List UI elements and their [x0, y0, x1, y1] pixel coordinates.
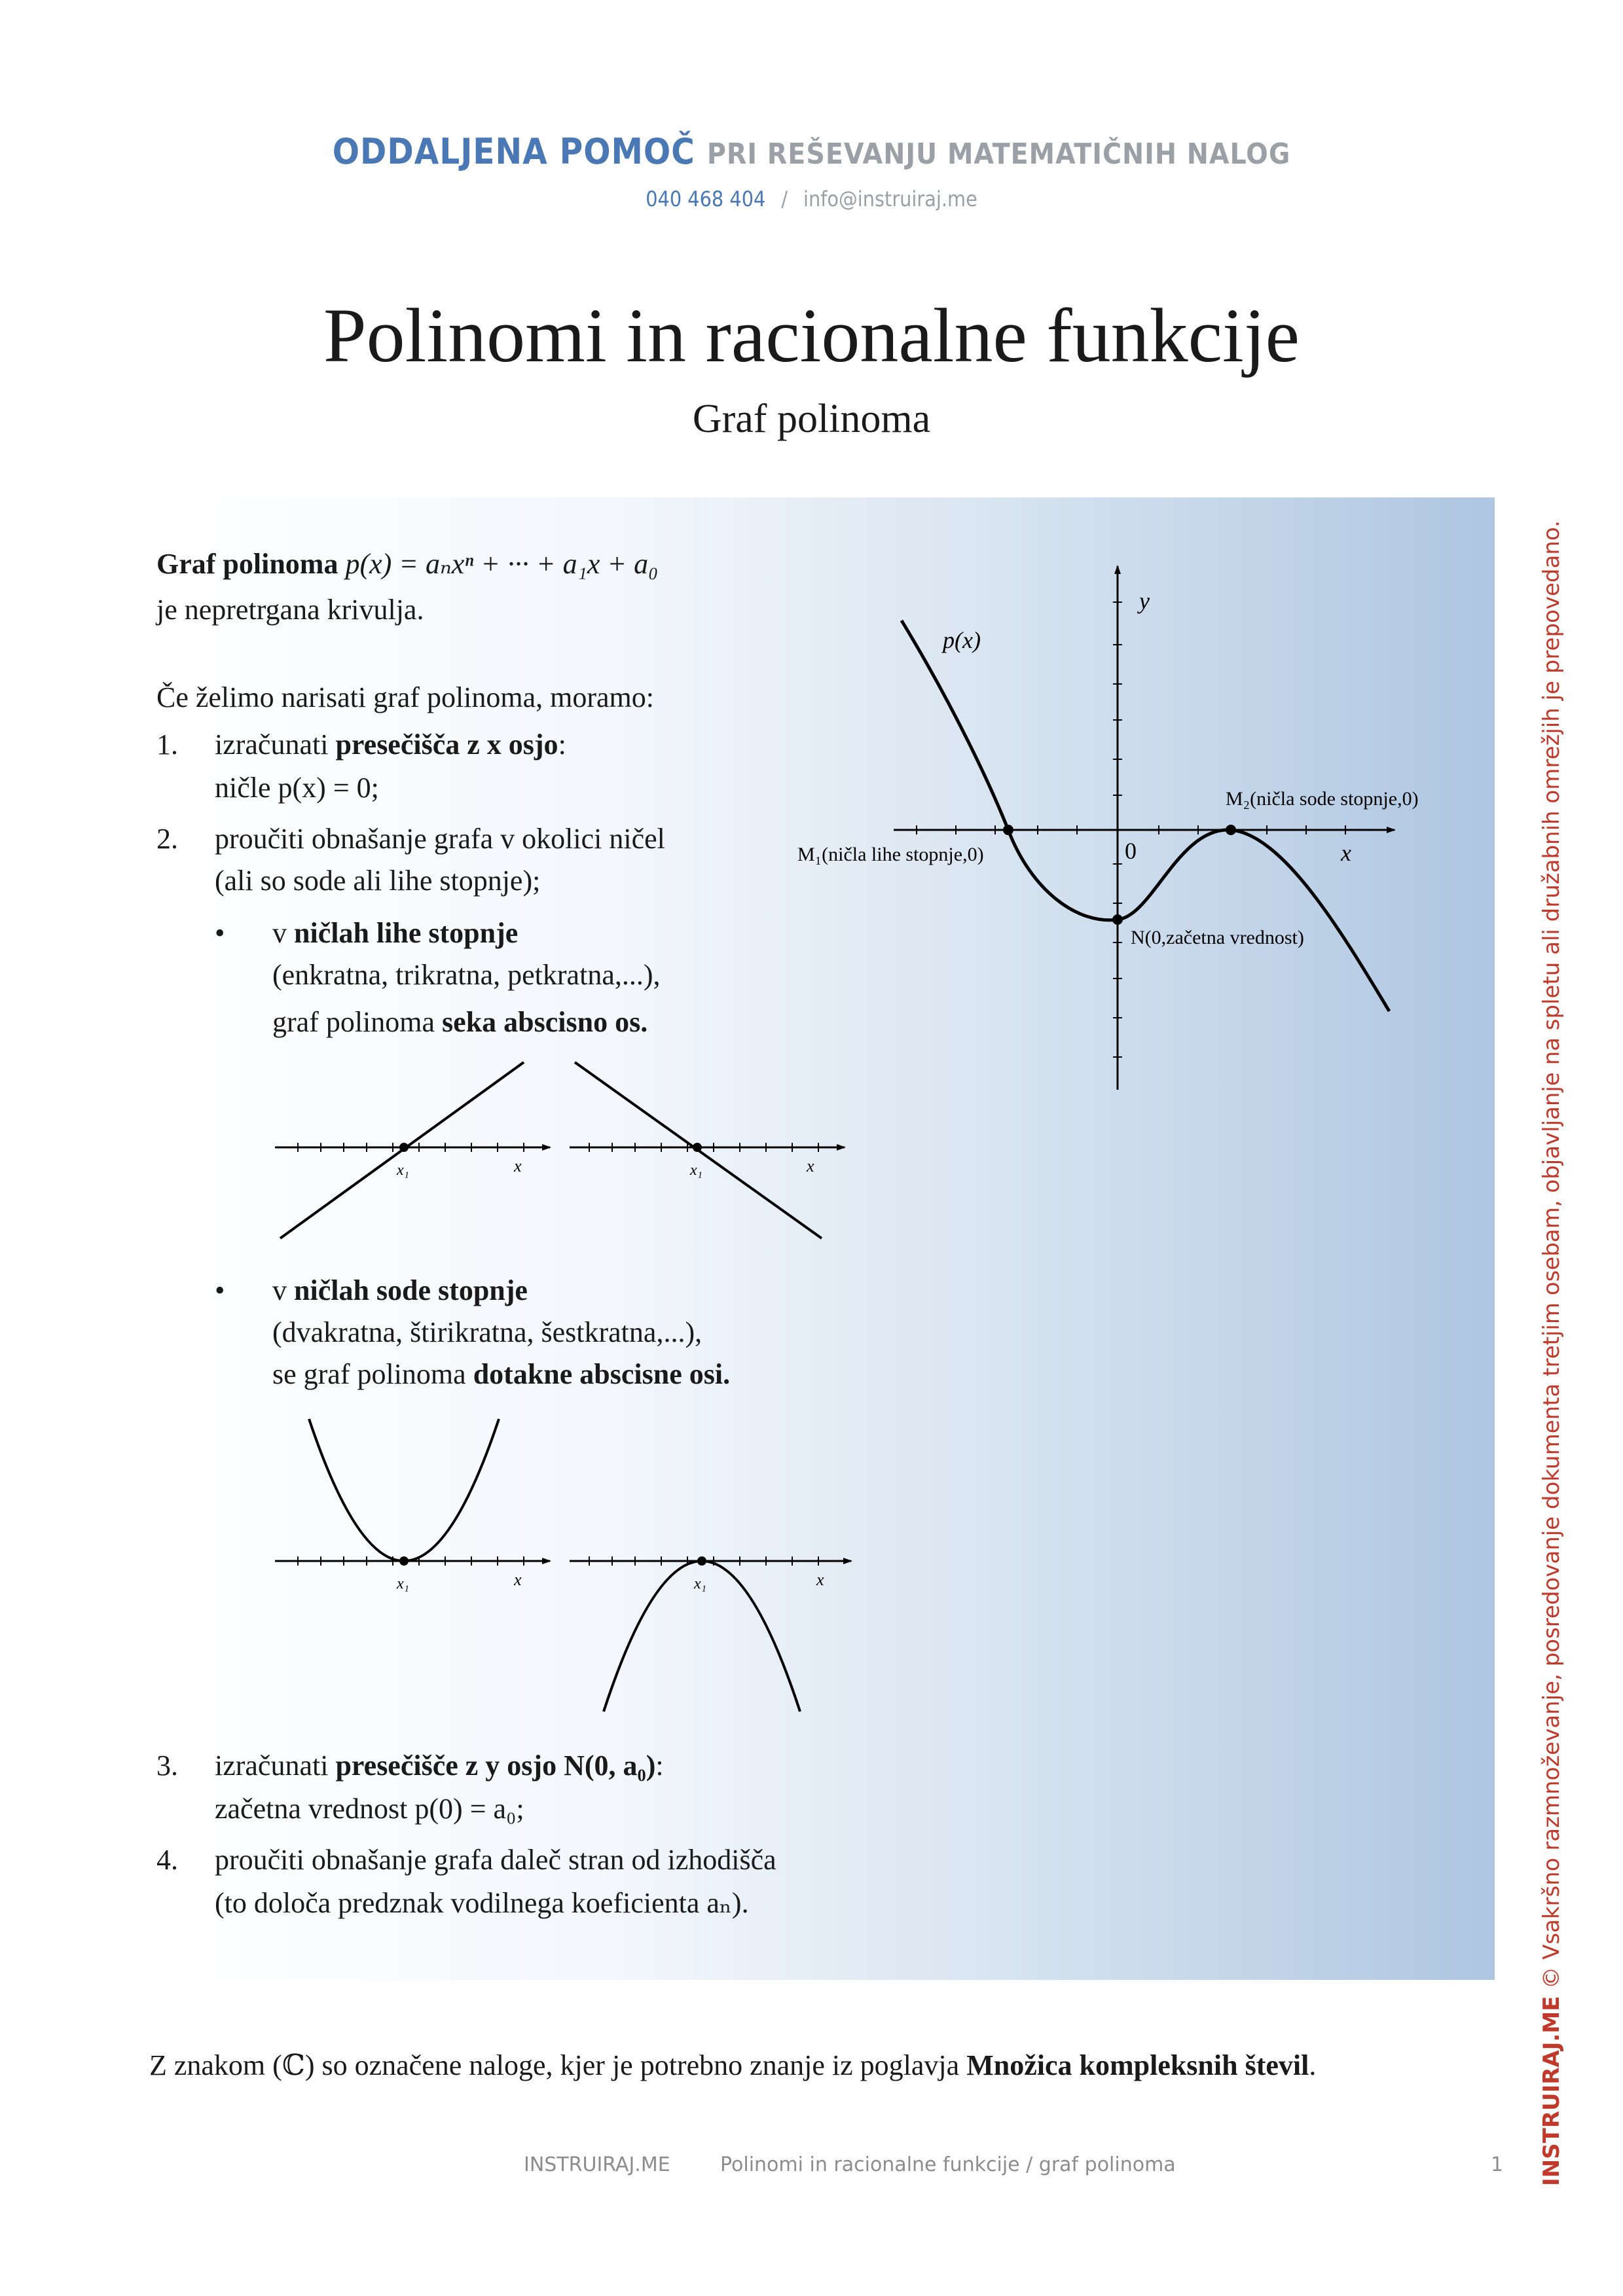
intro-bold: Graf polinoma — [156, 548, 338, 580]
contact-email[interactable]: info@instruiraj.me — [803, 187, 977, 211]
bullet-1-marker: • — [215, 917, 225, 949]
bullet-2-pre: v — [272, 1274, 287, 1306]
footer-note-text: Z znakom (ℂ) so označene naloge, kjer je potrebno znanje iz poglavja — [149, 2049, 960, 2081]
root-label: x₁ — [694, 1575, 706, 1592]
bullet-1-line2: (enkratna, trikratna, petkratna,...), — [272, 959, 661, 991]
polynomial-curve — [902, 620, 1389, 1011]
side-brand: INSTRUIRAJ.ME — [1539, 1996, 1565, 2186]
bullet-1-pre: v — [272, 917, 287, 949]
step-4-line2: (to določa predznak vodilnega koeficienta aₙ). — [215, 1887, 749, 1919]
page-subtitle: Graf polinoma — [692, 397, 931, 441]
bullet-2-marker: • — [215, 1274, 225, 1306]
step-4-text: proučiti obnašanje grafa daleč stran od izhodišča — [215, 1844, 776, 1876]
root-label: x₁ — [690, 1162, 702, 1179]
axis-label: x — [816, 1570, 824, 1589]
axis-label: x — [514, 1157, 522, 1175]
even-root-graph-up — [275, 1419, 550, 1592]
bullet-1-line3-bold: seka abscisno os. — [442, 1006, 648, 1038]
root-point — [399, 1143, 409, 1152]
bullet-2-bold: ničlah sode stopnje — [294, 1274, 528, 1306]
step-3-post: : — [655, 1749, 664, 1782]
main-polynomial-graph — [797, 566, 1419, 1090]
footer-note — [149, 2049, 1316, 2082]
side-text: © Vsakršno razmnoževanje, posredovanje dokumenta tretjim osebam, objavljanje na spletu ali družabnih omrežjih je prepovedano. — [1539, 520, 1565, 1989]
step-1-pre: izračunati — [215, 728, 329, 761]
step-2-line2: (ali so sode ali lihe stopnje); — [215, 865, 541, 897]
step-1-post: : — [558, 728, 566, 761]
root-label: x₁ — [397, 1575, 409, 1592]
m1-point — [1003, 825, 1013, 835]
x-axis-label: x — [1341, 840, 1351, 866]
side-copyright-note — [1539, 520, 1565, 2186]
root-point — [399, 1556, 409, 1566]
m2-label: M₂(ničla sode stopnje,0) — [1226, 788, 1419, 810]
brand-name: ODDALJENA POMOČ — [332, 131, 695, 172]
n-point — [1112, 914, 1123, 925]
bullet-1-bold: ničlah lihe stopnje — [294, 917, 519, 949]
bullet-2-line3-pre: se graf polinoma — [272, 1358, 466, 1390]
page-number: 1 — [1491, 2153, 1504, 2176]
odd-root-graph-rising — [275, 1062, 550, 1238]
step-2-text: proučiti obnašanje grafa v okolici ničel — [215, 823, 665, 855]
y-axis-label: y — [1139, 588, 1150, 614]
bullet-2-line2: (dvakratna, štirikratna, šestkratna,...), — [272, 1316, 702, 1348]
axis-label: x — [514, 1570, 522, 1589]
footer-site[interactable]: INSTRUIRAJ.ME — [524, 2153, 670, 2176]
intro-line2: je nepretrgana krivulja. — [156, 594, 424, 626]
step-4-number: 4. — [156, 1844, 178, 1876]
bullet-2-line3-bold: dotakne abscisne osi. — [473, 1358, 731, 1390]
footer-note-end: . — [1309, 2049, 1317, 2081]
footer-note-bold[interactable]: Množica kompleksnih števil — [966, 2049, 1309, 2081]
step-3-line2: začetna vrednost p(0) = a₀; — [215, 1793, 524, 1825]
step-1-bold: presečišča z x osjo — [335, 728, 558, 761]
contact-phone[interactable]: 040 468 404 — [646, 187, 766, 211]
odd-root-graph-falling — [570, 1062, 845, 1238]
step-3-bold: presečišče z y osjo N(0, a₀) — [335, 1749, 656, 1782]
step-3-number: 3. — [156, 1749, 178, 1782]
page-title: Polinomi in racionalne funkcije — [323, 293, 1300, 378]
root-point — [693, 1143, 702, 1152]
lead-text: Če želimo narisati graf polinoma, moramo: — [156, 681, 655, 713]
contact-separator: / — [781, 187, 788, 211]
step-1-line2: ničle p(x) = 0; — [215, 772, 379, 804]
curve-label: p(x) — [943, 627, 981, 653]
origin-label: 0 — [1125, 838, 1137, 864]
step-1-number: 1. — [156, 728, 178, 761]
intro-formula: p(x) = aₙxⁿ + ··· + a₁x + a₀ — [345, 548, 659, 580]
root-label: x₁ — [397, 1162, 409, 1179]
m2-point — [1226, 825, 1236, 835]
n-label: N(0,začetna vrednost) — [1131, 927, 1304, 948]
step-3-pre: izračunati — [215, 1749, 329, 1782]
axis-label: x — [807, 1157, 814, 1175]
root-point — [697, 1556, 706, 1566]
footer-doc-title: Polinomi in racionalne funkcije / graf polinoma — [720, 2153, 1176, 2176]
step-2-number: 2. — [156, 823, 178, 855]
m1-label: M₁(ničla lihe stopnje,0) — [797, 844, 984, 865]
brand-tagline: PRI REŠEVANJU MATEMATIČNIH NALOG — [706, 137, 1291, 171]
even-root-graph-down — [570, 1556, 851, 1712]
bullet-1-line3-pre: graf polinoma — [272, 1006, 435, 1038]
